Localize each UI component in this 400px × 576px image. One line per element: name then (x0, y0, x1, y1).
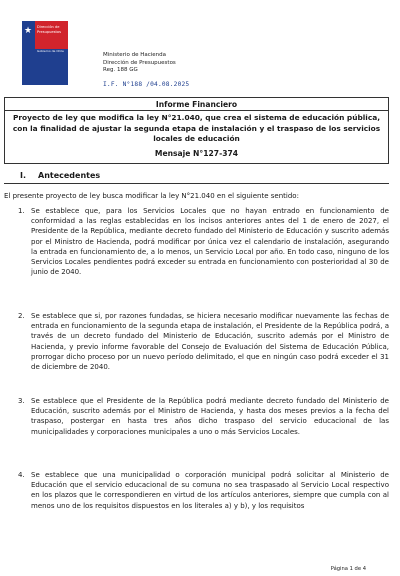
item-text: Se establece que el Presidente de la República podrá mediante decreto fundado del Ministerio de Educación, suscrito además por el Ministro de Hacienda, y hasta dos meses previos a la fecha del traspaso, postergar en hasta tres años dicho traspaso del servicio educacional de las municipalidades y corporaciones municipales a uno o más Servicios Locales. (31, 397, 389, 436)
report-number: I.F. N°188 /04.08.2025 (103, 81, 190, 88)
item-number: 2. (18, 312, 25, 320)
logo-bottom-label: Gobierno de Chile (37, 49, 64, 53)
item-number: 1. (18, 207, 25, 215)
logo-base (22, 49, 68, 85)
government-logo (22, 21, 68, 85)
registration-number: Reg. 188 GG (103, 67, 138, 73)
section-title: Antecedentes (38, 171, 101, 180)
item-number: 3. (18, 397, 25, 405)
page-number: Página 1 de 4 (330, 566, 366, 572)
section-divider (4, 183, 389, 184)
header-info (103, 52, 176, 75)
item-text: Se establece que una municipalidad o corporación municipal podrá solicitar al Ministerio de Educación que el servicio educacional de su comuna no sea traspasado al Servicio Local respectivo en los plazos que le correspondieren en virtud de los artículos anteriores, siempre que cumpla con al menos uno de los requisitos dispuestos en los literales a) y b), y los requisitos (31, 471, 389, 510)
direction-name: Dirección de Presupuestos (103, 59, 176, 66)
intro-paragraph: El presente proyecto de ley busca modificar la ley N°21.040 en el siguiente sentido: (4, 192, 299, 200)
item-number: 4. (18, 471, 25, 479)
item-text: Se establece que, para los Servicios Locales que no hayan entrado en funcionamiento de conformidad a las reglas establecidas en los incisos anteriores antes del 1 de enero de 2027, el Presidente de la República, mediante decreto fundado del Ministerio de Educación y suscrito además por el Ministro de Hacienda, podrá modificar por única vez el calendario de instalación, asegurando la entrada en funcionamiento de, a lo menos, un Servicio Local por año. En todo caso, ninguno de los Servicios Locales pendientes podrá exceder su entrada en funcionamiento con posterioridad al 30 de junio de 2040. (31, 207, 389, 277)
logo-label-line1: Dirección de (37, 25, 60, 29)
message-number: Mensaje N°127-374 (154, 149, 239, 158)
item-text: Se establece que si, por razones fundadas, se hiciera necesario modificar nuevamente las fechas de entrada en funcionamiento de la segunda etapa de instalación, el Presidente de la República podrá, a través de un decreto fundado del Ministerio de Educación, suscrito además por el Ministro de Hacienda, y previo informe favorable del Consejo de Evaluación del Sistema de Educación Pública, prorrogar dicho proceso por un nuevo período delimitado, el que en ningún caso podrá exceder el 31 de diciembre de 2040. (31, 312, 389, 372)
report-title: Informe Financiero (155, 100, 238, 109)
bill-description: Proyecto de ley que modifica la ley N°21.040, que crea el sistema de educación pública, con la finalidad de ajustar la segunda etapa de instalación y el traspaso de los servicios locales de educación (12, 113, 381, 143)
section-number: I. (20, 171, 27, 180)
logo-flag-blue (22, 21, 35, 49)
star-icon: ★ (24, 26, 33, 36)
section-heading (20, 171, 100, 180)
title-box (4, 97, 389, 164)
title-divider (5, 110, 388, 111)
ministry-name: Ministerio de Hacienda (103, 52, 167, 58)
logo-label-line2: Presupuestos (37, 29, 61, 34)
logo-flag-red (35, 21, 68, 49)
